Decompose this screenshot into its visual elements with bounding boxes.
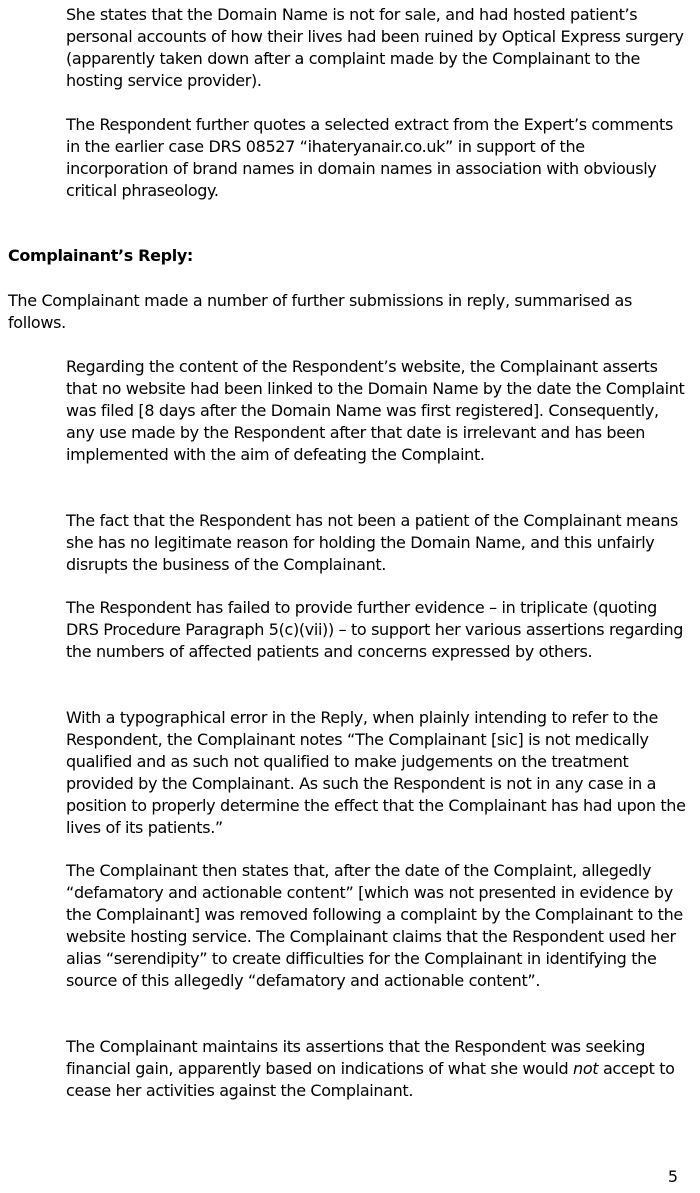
- paragraph-financial-gain: [66, 1036, 688, 1102]
- paragraph-reply-intro: The Complainant made a number of further submissions in reply, summarised as follows.: [8, 291, 632, 332]
- emphasis-not: not: [573, 1059, 599, 1078]
- paragraph-expert-extract: The Respondent further quotes a selected extract from the Expert’s comments in the earlier case DRS 08527 “ihateryanair.co.uk” in support of the incorporation of brand names in domain names in association with obviously critical phraseology.: [66, 115, 673, 200]
- financial-gain-text-start: The Complainant maintains its assertions that the Respondent was seeking financial gain, apparently based on indications of what she would: [66, 1037, 646, 1078]
- financial-gain-text-end: accept to cease her activities against the Complainant.: [66, 1059, 675, 1100]
- paragraph-domain-not-for-sale: She states that the Domain Name is not for sale, and had hosted patient’s personal accounts of how their lives had been ruined by Optical Express surgery (apparently taken down after a complaint made by the Complainant to the hosting service provider).: [66, 5, 684, 90]
- paragraph-further-evidence: The Respondent has failed to provide further evidence – in triplicate (quoting DRS Procedure Paragraph 5(c)(vii)) – to support her various assertions regarding the numbers of affected patients and concerns expressed by others.: [66, 598, 684, 661]
- paragraph-not-a-patient: The fact that the Respondent has not been a patient of the Complainant means she has no legitimate reason for holding the Domain Name, and this unfairly disrupts the business of the Complainant.: [66, 511, 678, 574]
- paragraph-typographical-error: With a typographical error in the Reply, when plainly intending to refer to the Respondent, the Complainant notes “The Complainant [sic] is not medically qualified and as such not qualified to make judgements on the treatment provided by the Complainant. As such the Respondent is not in any case in a position to properly determine the effect that the Complainant has had upon the lives of its patients.”: [66, 708, 686, 837]
- paragraph-website-content: Regarding the content of the Respondent’s website, the Complainant asserts that no website had been linked to the Domain Name by the date the Complaint was filed [8 days after the Domain Name was first registered]. Consequently, any use made by the Respondent after that date is irrelevant and has been implemented with the aim of defeating the Complaint.: [66, 357, 685, 464]
- page-number: 5: [667, 1167, 678, 1186]
- paragraph-defamatory-content: The Complainant then states that, after the date of the Complaint, allegedly “defamatory and actionable content” [which was not presented in evidence by the Complainant] was removed following a complaint by the Complainant to the website hosting service. The Complainant claims that the Respondent used her alias “serendipity” to create difficulties for the Complainant in identifying the source of this allegedly “defamatory and actionable content”.: [66, 861, 683, 990]
- section-heading-complainants-reply: Complainant’s Reply:: [8, 246, 193, 265]
